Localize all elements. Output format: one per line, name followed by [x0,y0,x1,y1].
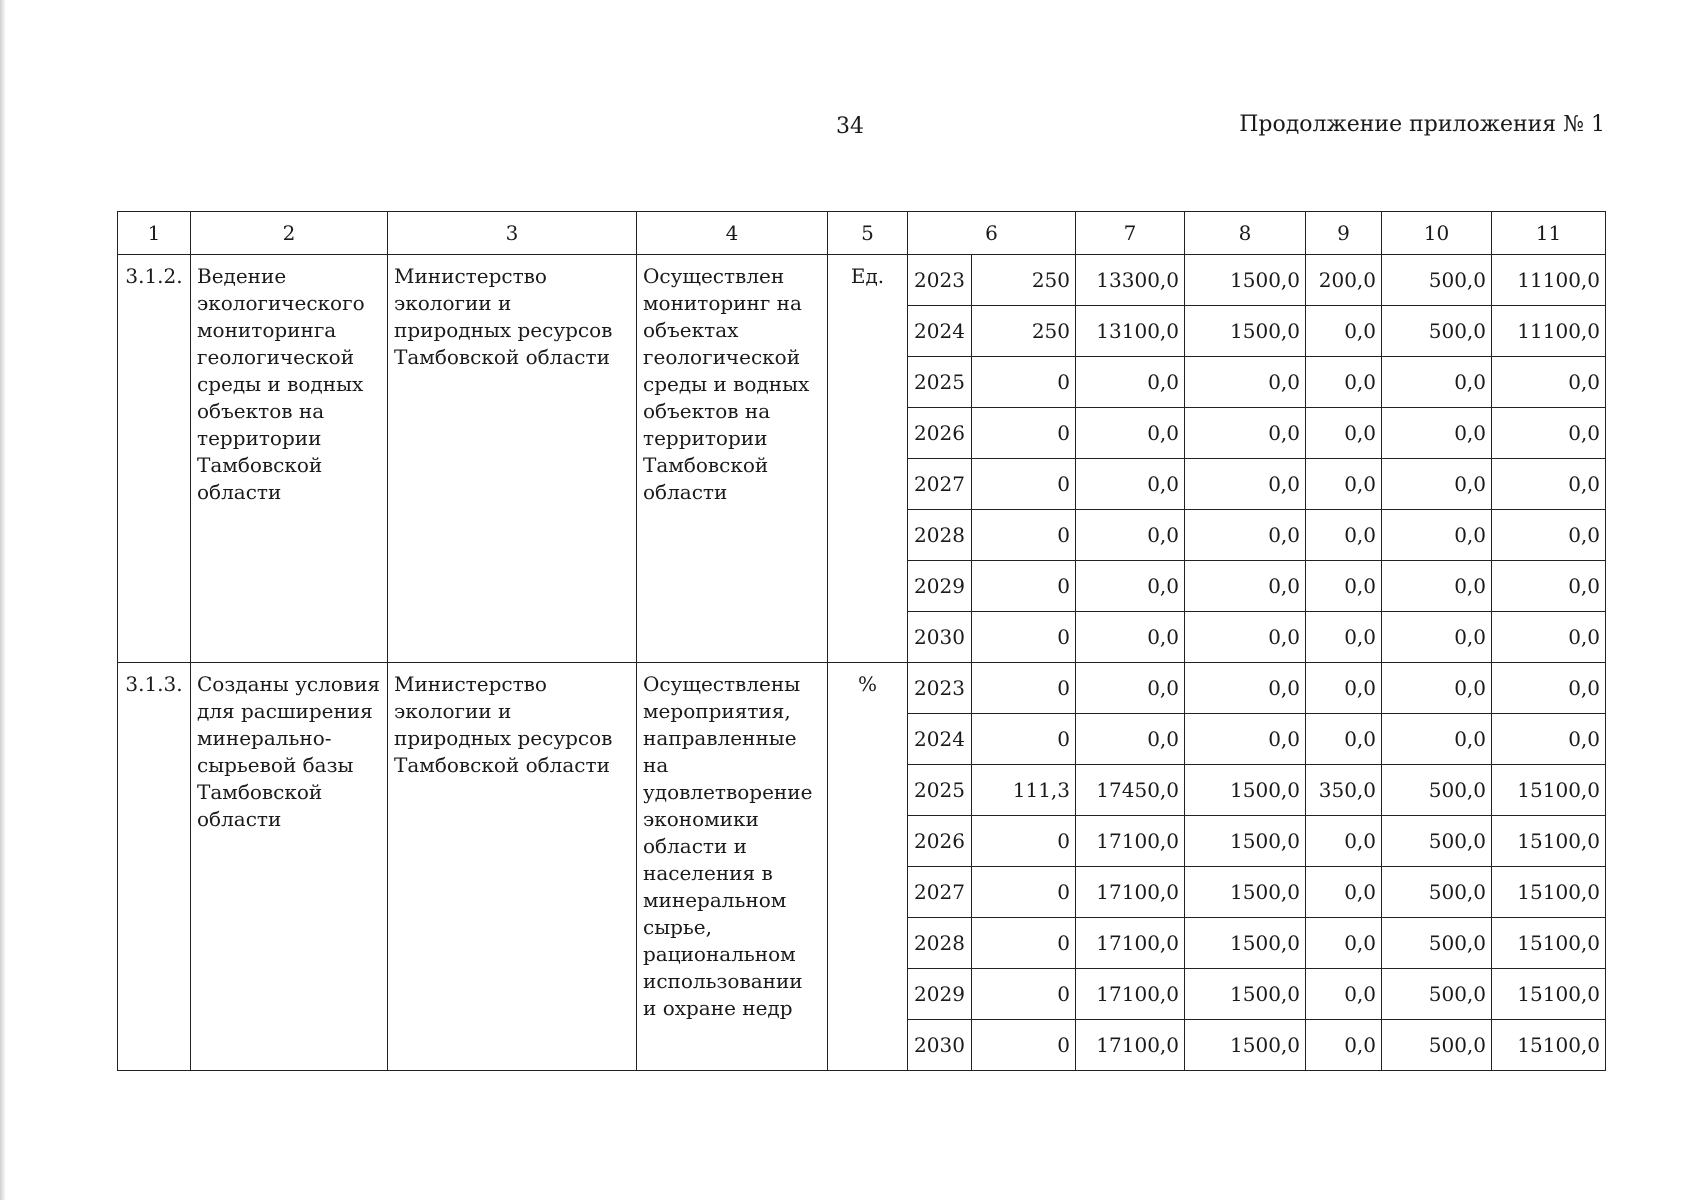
column-header: 1 [118,212,191,255]
indicator-value: 0 [972,561,1076,612]
appendix-note: Продолжение приложения № 1 [1239,112,1605,137]
amount-col-9: 0,0 [1306,867,1382,918]
amount-col-8: 1500,0 [1185,306,1306,357]
total-amount: 0,0 [1076,561,1185,612]
amount-col-8: 1500,0 [1185,1020,1306,1071]
unit-of-measure: % [828,663,908,1071]
column-header: 11 [1492,212,1606,255]
scan-edge [0,0,6,1200]
amount-col-11: 11100,0 [1492,306,1606,357]
row-code: 3.1.3. [118,663,191,1071]
amount-col-10: 500,0 [1382,1020,1492,1071]
year-cell: 2030 [908,612,972,663]
amount-col-9: 0,0 [1306,969,1382,1020]
amount-col-8: 1500,0 [1185,918,1306,969]
indicator-value: 0 [972,969,1076,1020]
amount-col-10: 0,0 [1382,510,1492,561]
amount-col-10: 0,0 [1382,561,1492,612]
amount-col-11: 0,0 [1492,459,1606,510]
row-code: 3.1.2. [118,255,191,663]
amount-col-8: 0,0 [1185,408,1306,459]
amount-col-10: 500,0 [1382,255,1492,306]
amount-col-8: 1500,0 [1185,255,1306,306]
amount-col-10: 500,0 [1382,867,1492,918]
amount-col-10: 500,0 [1382,918,1492,969]
indicator-value: 0 [972,1020,1076,1071]
measure-name: Ведение экологического мониторинга геологической среды и водных объектов на территории Тамбовской области [191,255,388,663]
total-amount: 13100,0 [1076,306,1185,357]
amount-col-9: 0,0 [1306,714,1382,765]
total-amount: 17100,0 [1076,918,1185,969]
amount-col-9: 0,0 [1306,1020,1382,1071]
amount-col-11: 0,0 [1492,612,1606,663]
year-cell: 2025 [908,357,972,408]
amount-col-8: 1500,0 [1185,969,1306,1020]
year-cell: 2029 [908,561,972,612]
year-cell: 2024 [908,306,972,357]
amount-col-11: 0,0 [1492,357,1606,408]
year-cell: 2029 [908,969,972,1020]
indicator-value: 250 [972,255,1076,306]
amount-col-8: 1500,0 [1185,765,1306,816]
year-cell: 2028 [908,918,972,969]
amount-col-8: 0,0 [1185,561,1306,612]
amount-col-9: 0,0 [1306,459,1382,510]
amount-col-9: 0,0 [1306,663,1382,714]
amount-col-11: 15100,0 [1492,918,1606,969]
total-amount: 17100,0 [1076,816,1185,867]
indicator-value: 0 [972,663,1076,714]
year-cell: 2028 [908,510,972,561]
column-header: 10 [1382,212,1492,255]
amount-col-11: 15100,0 [1492,765,1606,816]
column-header: 4 [637,212,828,255]
indicator-value: 0 [972,408,1076,459]
indicator-value: 0 [972,510,1076,561]
indicator-value: 250 [972,306,1076,357]
column-header: 5 [828,212,908,255]
executor-name: Министерство экологии и природных ресурсов Тамбовской области [388,663,637,1071]
year-cell: 2023 [908,663,972,714]
indicator-value: 111,3 [972,765,1076,816]
total-amount: 0,0 [1076,663,1185,714]
program-table [117,211,1606,1071]
total-amount: 17100,0 [1076,1020,1185,1071]
amount-col-9: 0,0 [1306,408,1382,459]
amount-col-8: 1500,0 [1185,867,1306,918]
column-header: 3 [388,212,637,255]
year-cell: 2030 [908,1020,972,1071]
amount-col-11: 0,0 [1492,663,1606,714]
column-header: 6 [908,212,1076,255]
year-cell: 2025 [908,765,972,816]
indicator-value: 0 [972,357,1076,408]
amount-col-10: 0,0 [1382,612,1492,663]
indicator-value: 0 [972,867,1076,918]
amount-col-9: 0,0 [1306,816,1382,867]
year-cell: 2024 [908,714,972,765]
amount-col-9: 200,0 [1306,255,1382,306]
total-amount: 0,0 [1076,612,1185,663]
amount-col-10: 0,0 [1382,663,1492,714]
indicator-value: 0 [972,612,1076,663]
total-amount: 17100,0 [1076,969,1185,1020]
indicator-value: 0 [972,816,1076,867]
amount-col-10: 0,0 [1382,459,1492,510]
amount-col-8: 0,0 [1185,714,1306,765]
amount-col-11: 15100,0 [1492,816,1606,867]
amount-col-8: 0,0 [1185,357,1306,408]
total-amount: 0,0 [1076,510,1185,561]
amount-col-11: 0,0 [1492,510,1606,561]
amount-col-8: 0,0 [1185,612,1306,663]
total-amount: 13300,0 [1076,255,1185,306]
amount-col-10: 500,0 [1382,816,1492,867]
amount-col-9: 0,0 [1306,357,1382,408]
amount-col-9: 0,0 [1306,612,1382,663]
amount-col-9: 0,0 [1306,561,1382,612]
total-amount: 0,0 [1076,459,1185,510]
amount-col-11: 15100,0 [1492,867,1606,918]
amount-col-10: 0,0 [1382,357,1492,408]
amount-col-10: 0,0 [1382,408,1492,459]
total-amount: 0,0 [1076,357,1185,408]
amount-col-10: 0,0 [1382,714,1492,765]
year-cell: 2023 [908,255,972,306]
unit-of-measure: Ед. [828,255,908,663]
column-header: 7 [1076,212,1185,255]
expected-result: Осуществлен мониторинг на объектах геологической среды и водных объектов на территории Тамбовской области [637,255,828,663]
total-amount: 17450,0 [1076,765,1185,816]
column-number-row [118,212,1606,255]
indicator-value: 0 [972,714,1076,765]
executor-name: Министерство экологии и природных ресурсов Тамбовской области [388,255,637,663]
column-header: 8 [1185,212,1306,255]
year-cell: 2026 [908,408,972,459]
amount-col-8: 1500,0 [1185,816,1306,867]
year-cell: 2026 [908,816,972,867]
total-amount: 0,0 [1076,408,1185,459]
measure-name: Созданы условия для расширения минерально-сырьевой базы Тамбовской области [191,663,388,1071]
amount-col-10: 500,0 [1382,969,1492,1020]
amount-col-10: 500,0 [1382,765,1492,816]
amount-col-11: 11100,0 [1492,255,1606,306]
amount-col-8: 0,0 [1185,510,1306,561]
amount-col-11: 0,0 [1492,561,1606,612]
year-cell: 2027 [908,867,972,918]
amount-col-9: 0,0 [1306,510,1382,561]
amount-col-9: 0,0 [1306,306,1382,357]
amount-col-8: 0,0 [1185,663,1306,714]
column-header: 2 [191,212,388,255]
amount-col-9: 350,0 [1306,765,1382,816]
page-number: 34 [836,114,864,139]
table-row [118,663,1606,714]
amount-col-11: 0,0 [1492,714,1606,765]
total-amount: 0,0 [1076,714,1185,765]
amount-col-11: 15100,0 [1492,1020,1606,1071]
indicator-value: 0 [972,459,1076,510]
amount-col-11: 0,0 [1492,408,1606,459]
column-header: 9 [1306,212,1382,255]
year-cell: 2027 [908,459,972,510]
indicator-value: 0 [972,918,1076,969]
amount-col-8: 0,0 [1185,459,1306,510]
total-amount: 17100,0 [1076,867,1185,918]
amount-col-10: 500,0 [1382,306,1492,357]
amount-col-11: 15100,0 [1492,969,1606,1020]
table-row [118,255,1606,306]
amount-col-9: 0,0 [1306,918,1382,969]
expected-result: Осуществлены мероприятия, направленные на удовлетворение экономики области и населения в минеральном сырье, рациональном использовании и охране недр [637,663,828,1071]
